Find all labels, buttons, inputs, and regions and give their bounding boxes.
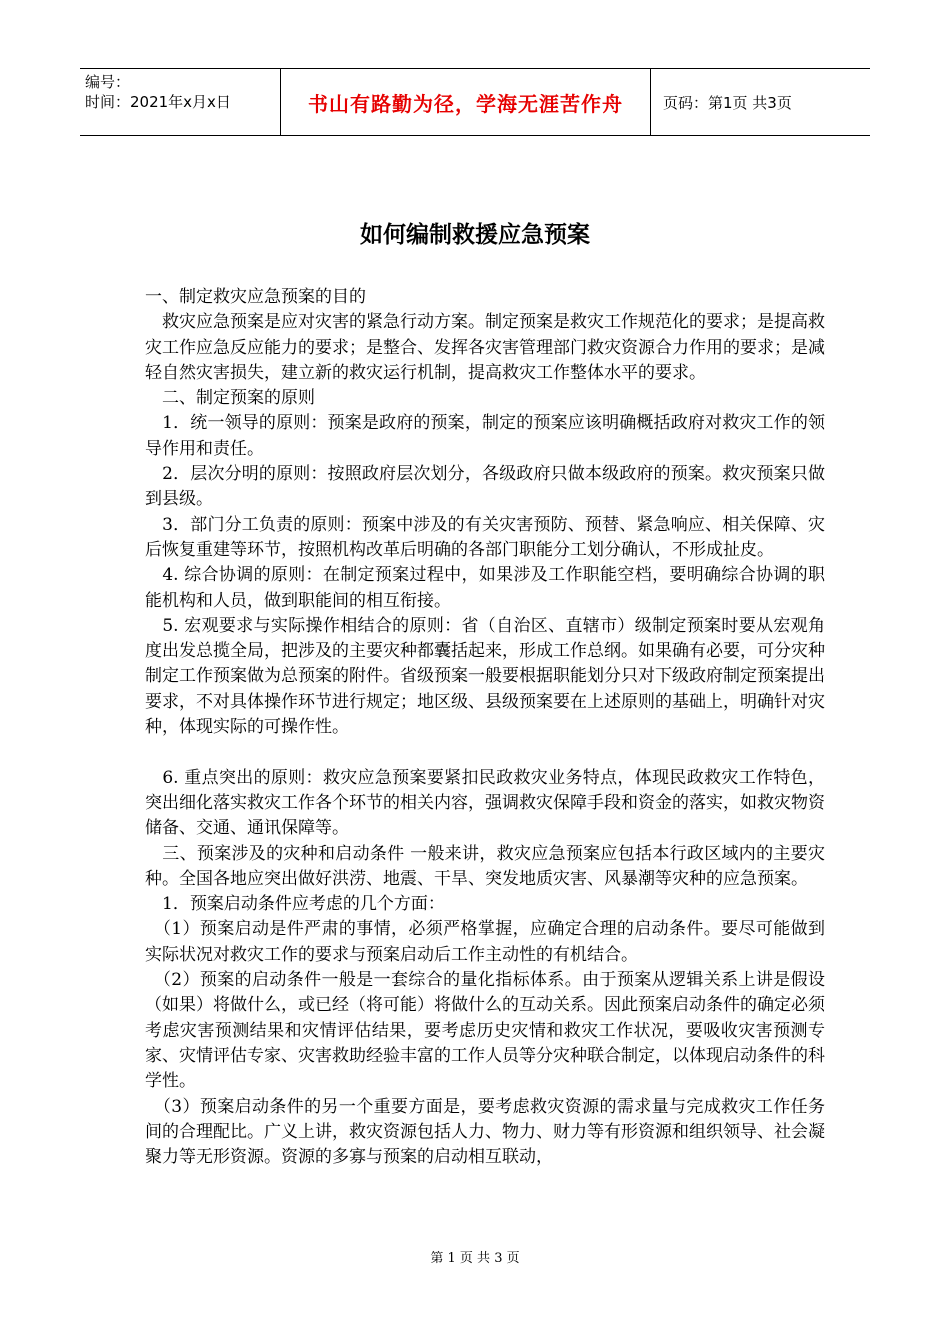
paragraph: （1）预案启动是件严肃的事情，必须严格掌握，应确定合理的启动条件。要尽可能做到实际状况对救灾工作的要求与预案启动后工作主动性的有机结合。	[145, 919, 825, 965]
doc-number-label: 编号：	[85, 73, 131, 91]
section-heading: 二、制定预案的原则	[145, 388, 315, 409]
paragraph: 3．部门分工负责的原则：预案中涉及的有关灾害预防、预替、紧急响应、相关保障、灾后恢复重建等环节，按照机构改革后明确的各部门职能分工划分确认，不形成扯皮。	[145, 514, 825, 560]
blank-line	[145, 740, 825, 765]
document-body	[145, 285, 825, 1170]
section-heading: 一、制定救灾应急预案的目的	[145, 287, 366, 307]
paragraph: 5. 宏观要求与实际操作相结合的原则：省（自治区、直辖市）级制定预案时要从宏观角度出发总揽全局，把涉及的主要灾种都囊括起来，形成工作总纲。如果确有必要，可分灾种制定工作预案做为总预案的附件。省级预案一般要根据职能划分只对下级政府制定预案提出要求，不对具体操作环节进行规定；地区级、县级预案要在上述原则的基础上，明确针对灾种，体现实际的可操作性。	[145, 615, 825, 738]
paragraph: 三、预案涉及的灾种和启动条件 一般来讲，救灾应急预案应包括本行政区域内的主要灾种。全国各地应突出做好洪涝、地震、干旱、突发地质灾害、风暴潮等灾种的应急预案。	[145, 843, 825, 889]
header-motto: 书山有路勤为径，学海无涯苦作舟	[281, 69, 651, 135]
paragraph: 救灾应急预案是应对灾害的紧急行动方案。制定预案是救灾工作规范化的要求；是提高救灾工作应急反应能力的要求；是整合、发挥各灾害管理部门救灾资源合力作用的要求；是减轻自然灾害损失，建立新的救灾运行机制，提高救灾工作整体水平的要求。	[145, 312, 825, 383]
header-page-info: 页码：第1页 共3页	[663, 93, 792, 112]
paragraph: （3）预案启动条件的另一个重要方面是，要考虑救灾资源的需求量与完成救灾工作任务间的合理配比。广义上讲，救灾资源包括人力、物力、财力等有形资源和组织领导、社会凝聚力等无形资源。资源的多寡与预案的启动相互联动，	[145, 1096, 825, 1168]
paragraph: 6. 重点突出的原则：救灾应急预案要紧扣民政救灾业务特点，体现民政救灾工作特色，突出细化落实救灾工作各个环节的相关内容，强调救灾保障手段和资金的落实，如救灾物资储备、交通、通讯保障等。	[145, 767, 825, 839]
paragraph: （2）预案的启动条件一般是一套综合的量化指标体系。由于预案从逻辑关系上讲是假设（如果）将做什么，或已经（将可能）将做什么的互动关系。因此预案启动条件的确定必须考虑灾害预测结果和灾情评估结果，要考虑历史灾情和救灾工作状况，要吸收灾害预测专家、灾情评估专家、灾害救助经验丰富的工作人员等分灾种联合制定，以体现启动条件的科学性。	[145, 970, 825, 1092]
page-footer: 第 1 页 共 3 页	[430, 1251, 520, 1266]
paragraph: 4. 综合协调的原则：在制定预案过程中，如果涉及工作职能空档，要明确综合协调的职能机构和人员，做到职能间的相互衔接。	[145, 565, 825, 611]
header-meta	[80, 69, 281, 135]
paragraph: 2．层次分明的原则：按照政府层次划分，各级政府只做本级政府的预案。救灾预案只做到县级。	[145, 464, 825, 510]
paragraph: 1．统一领导的原则：预案是政府的预案，制定的预案应该明确概括政府对救灾工作的领导作用和责任。	[145, 413, 825, 459]
document-title: 如何编制救援应急预案	[360, 222, 590, 248]
document-header	[80, 68, 870, 136]
doc-date-label: 时间：2021年x月x日	[85, 93, 231, 111]
paragraph: 1．预案启动条件应考虑的几个方面：	[145, 894, 445, 915]
